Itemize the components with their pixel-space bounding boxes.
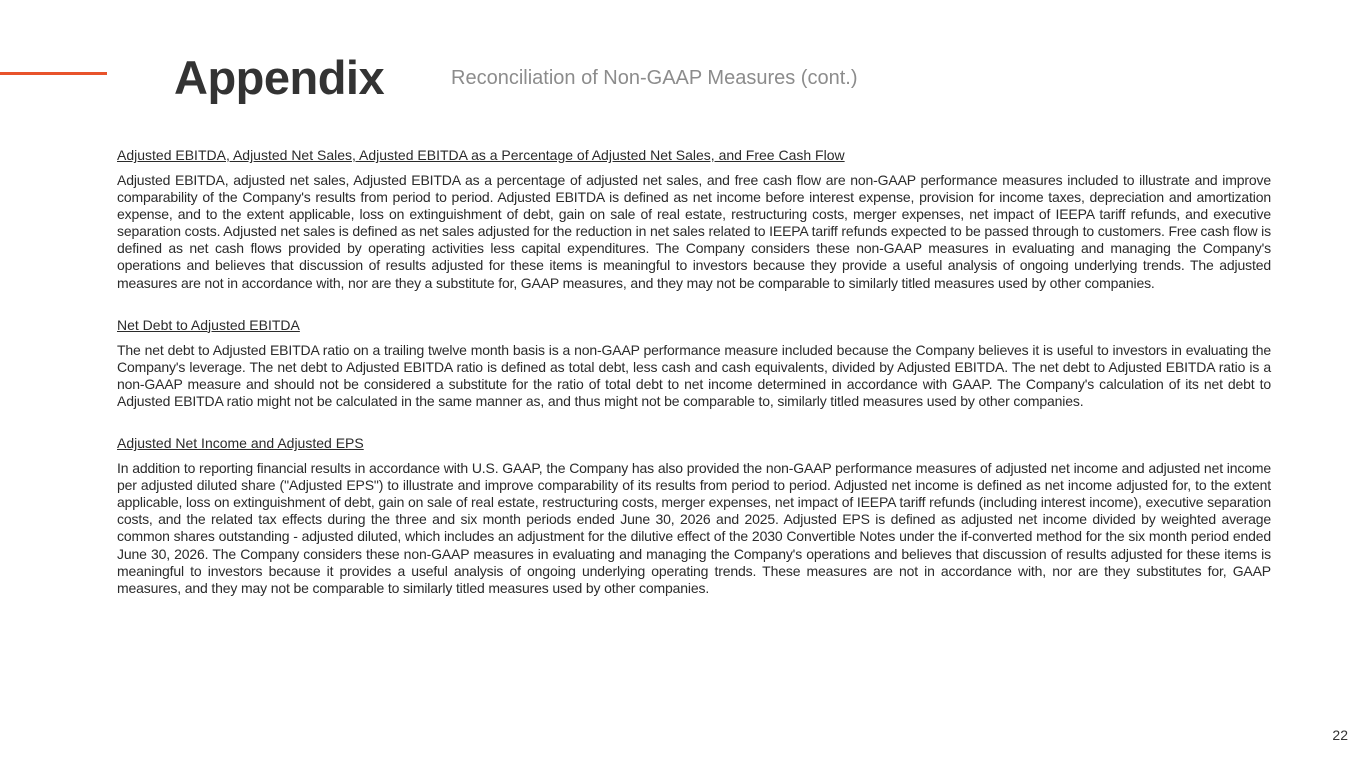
section-adjusted-ebitda — [117, 146, 1271, 292]
section-adjusted-net-income — [117, 434, 1271, 597]
section-heading: Adjusted EBITDA, Adjusted Net Sales, Adjusted EBITDA as a Percentage of Adjusted Net Sales, and Free Cash Flow — [117, 147, 845, 163]
accent-divider — [0, 72, 107, 75]
section-net-debt — [117, 316, 1271, 410]
section-body: In addition to reporting financial results in accordance with U.S. GAAP, the Company has also provided the non-GAAP performance measures of adjusted net income and adjusted net income per adjusted diluted share ("Adjusted EPS") to illustrate and improve comparability of its results from period to period. Adjusted net income is defined as net income adjusted for, to the extent applicable, loss on extinguishment of debt, gain on sale of real estate, restructuring costs, merger expenses, net impact of IEEPA tariff refunds (including interest income), executive separation costs, and the related tax effects during the three and six month periods ended June 30, 2026 and 2025. Adjusted EPS is defined as adjusted net income divided by weighted average common shares outstanding - adjusted diluted, which includes an adjustment for the dilutive effect of the 2030 Convertible Notes under the if-converted method for the six month period ended June 30, 2026. The Company considers these non-GAAP measures in evaluating and managing the Company's operations and believes that discussion of results adjusted for these items is meaningful to investors because it provides a useful analysis of ongoing underlying operating trends. These measures are not in accordance with, nor are they substitutes for, GAAP measures, and they may not be comparable to similarly titled measures used by other companies. — [117, 460, 1271, 596]
main-content — [117, 146, 1271, 597]
page-number: 22 — [1332, 727, 1348, 743]
section-body: The net debt to Adjusted EBITDA ratio on a trailing twelve month basis is a non-GAAP performance measure included because the Company believes it is useful to investors in evaluating the Company's leverage. The net debt to Adjusted EBITDA ratio is defined as total debt, less cash and cash equivalents, divided by Adjusted EBITDA. The net debt to Adjusted EBITDA ratio is a non-GAAP measure and should not be considered a substitute for the ratio of total debt to net income determined in accordance with GAAP. The Company's calculation of its net debt to Adjusted EBITDA ratio might not be calculated in the same manner as, and thus might not be comparable to, similarly titled measures used by other companies. — [117, 341, 1271, 409]
page-title: Appendix — [174, 51, 385, 104]
page-subtitle: Reconciliation of Non-GAAP Measures (cont.) — [451, 67, 858, 89]
section-heading: Net Debt to Adjusted EBITDA — [117, 316, 300, 333]
section-heading: Adjusted Net Income and Adjusted EPS — [117, 435, 364, 452]
section-body: Adjusted EBITDA, adjusted net sales, Adjusted EBITDA as a percentage of adjusted net sales, and free cash flow are non-GAAP performance measures included to illustrate and improve comparability of the Company's results from period to period. Adjusted EBITDA is defined as net income before interest expense, provision for income taxes, depreciation and amortization expense, and to the extent applicable, loss on extinguishment of debt, gain on sale of real estate, restructuring costs, merger expenses, net impact of IEEPA tariff refunds, and executive separation costs. Adjusted net sales is defined as net sales adjusted for the reduction in net sales related to IEEPA tariff refunds expected to be passed through to customers. Free cash flow is defined as net cash flows provided by operating activities less capital expenditures. The Company considers these non-GAAP measures in evaluating and managing the Company's operations and believes that discussion of results adjusted for these items is meaningful to investors because they provide a useful analysis of ongoing underlying trends. The adjusted measures are not in accordance with, nor are they a substitute for, GAAP measures, and they may not be comparable to similarly titled measures used by other companies. — [117, 172, 1271, 291]
